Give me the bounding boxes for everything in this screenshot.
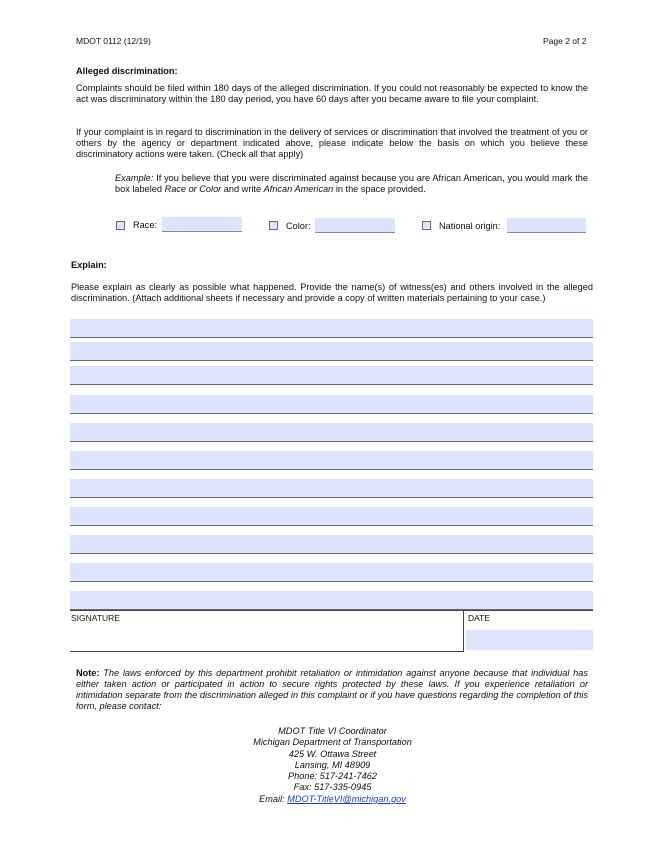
contact-department: Michigan Department of Transportation [253,737,412,748]
note-text: The laws enforced by this department prohibit retaliation or intimidation against anyone because that individual has either taken action or participated in action to secure rights protected by these laws. If you experience retaliation or intimidation separate from the discrimination alleged in this complaint or if you have questions regarding the completion of this form, please contact: [76,668,588,711]
explain-line[interactable] [70,319,593,338]
explain-line[interactable] [70,591,593,610]
explain-line[interactable] [70,395,593,414]
national-origin-field[interactable] [507,218,586,233]
color-field[interactable] [315,218,395,233]
example-text: If you believe that you were discriminated against because you are African American, you would mark the box labeled [115,173,588,194]
explain-line[interactable] [70,479,593,498]
national-origin-checkbox[interactable] [422,221,431,230]
example-text: and write [221,184,264,194]
signature-top-rule [70,610,593,611]
date-label: DATE [468,613,491,623]
signature-field[interactable] [71,628,461,650]
race-field[interactable] [162,217,242,232]
alleged-paragraph-2: If your complaint is in regard to discrimination in the delivery of services or discrimination that involved the treatment of you or others by the agency or department indicated above, please indicate below the basis on which you believe these discriminatory actions were taken. (Check all that apply) [76,127,588,159]
contact-phone: Phone: 517-241-7462 [288,771,377,782]
page-number: Page 2 of 2 [543,36,587,46]
example-african-american: African American [263,184,334,194]
race-label: Race: [133,220,158,230]
contact-block [0,726,665,805]
color-label: Color: [286,221,311,231]
form-id: MDOT 0112 (12/19) [76,36,151,46]
explain-title: Explain: [71,260,107,270]
example-race-color: Race or Color [164,184,222,194]
explain-line[interactable] [70,366,593,385]
alleged-paragraph-1: Complaints should be filed within 180 days of the alleged discrimination. If you could not reasonably be expected to know the act was discriminatory within the 180 day period, you have 60 days after you became aware to file your complaint. [76,83,588,104]
note-paragraph [76,668,588,712]
national-origin-label: National origin: [439,221,501,231]
alleged-title: Alleged discrimination: [76,66,178,76]
signature-bottom-rule [70,651,464,652]
contact-fax: Fax: 517-335-0945 [293,782,372,793]
contact-city: Lansing, MI 48909 [294,759,371,770]
example-text: in the space provided. [333,184,426,194]
explain-instructions: Please explain as clearly as possible what happened. Provide the name(s) of witness(es) and others involved in the alleged discrimination. (Attach additional sheets if necessary and provide a copy of written materials pertaining to your case.) [71,282,593,303]
explain-line[interactable] [70,507,593,526]
explain-line[interactable] [70,342,593,361]
signature-date-divider [463,610,464,652]
contact-email-label: Email: [259,793,288,804]
contact-email-link[interactable]: MDOT-TitleVI@michigan.gov [287,793,406,804]
example-label: Example: [115,173,154,183]
contact-email-line [0,794,665,805]
signature-label: SIGNATURE [71,613,120,623]
date-field[interactable] [466,630,593,650]
contact-title: MDOT Title VI Coordinator [278,726,387,736]
explain-line[interactable] [70,451,593,470]
explain-line[interactable] [70,423,593,442]
color-checkbox[interactable] [269,221,278,230]
example-paragraph [115,173,588,195]
note-label: Note: [76,668,100,678]
contact-street: 425 W. Ottawa Street [288,748,377,759]
explain-line[interactable] [70,563,593,582]
explain-line[interactable] [70,535,593,554]
race-checkbox[interactable] [116,221,125,230]
